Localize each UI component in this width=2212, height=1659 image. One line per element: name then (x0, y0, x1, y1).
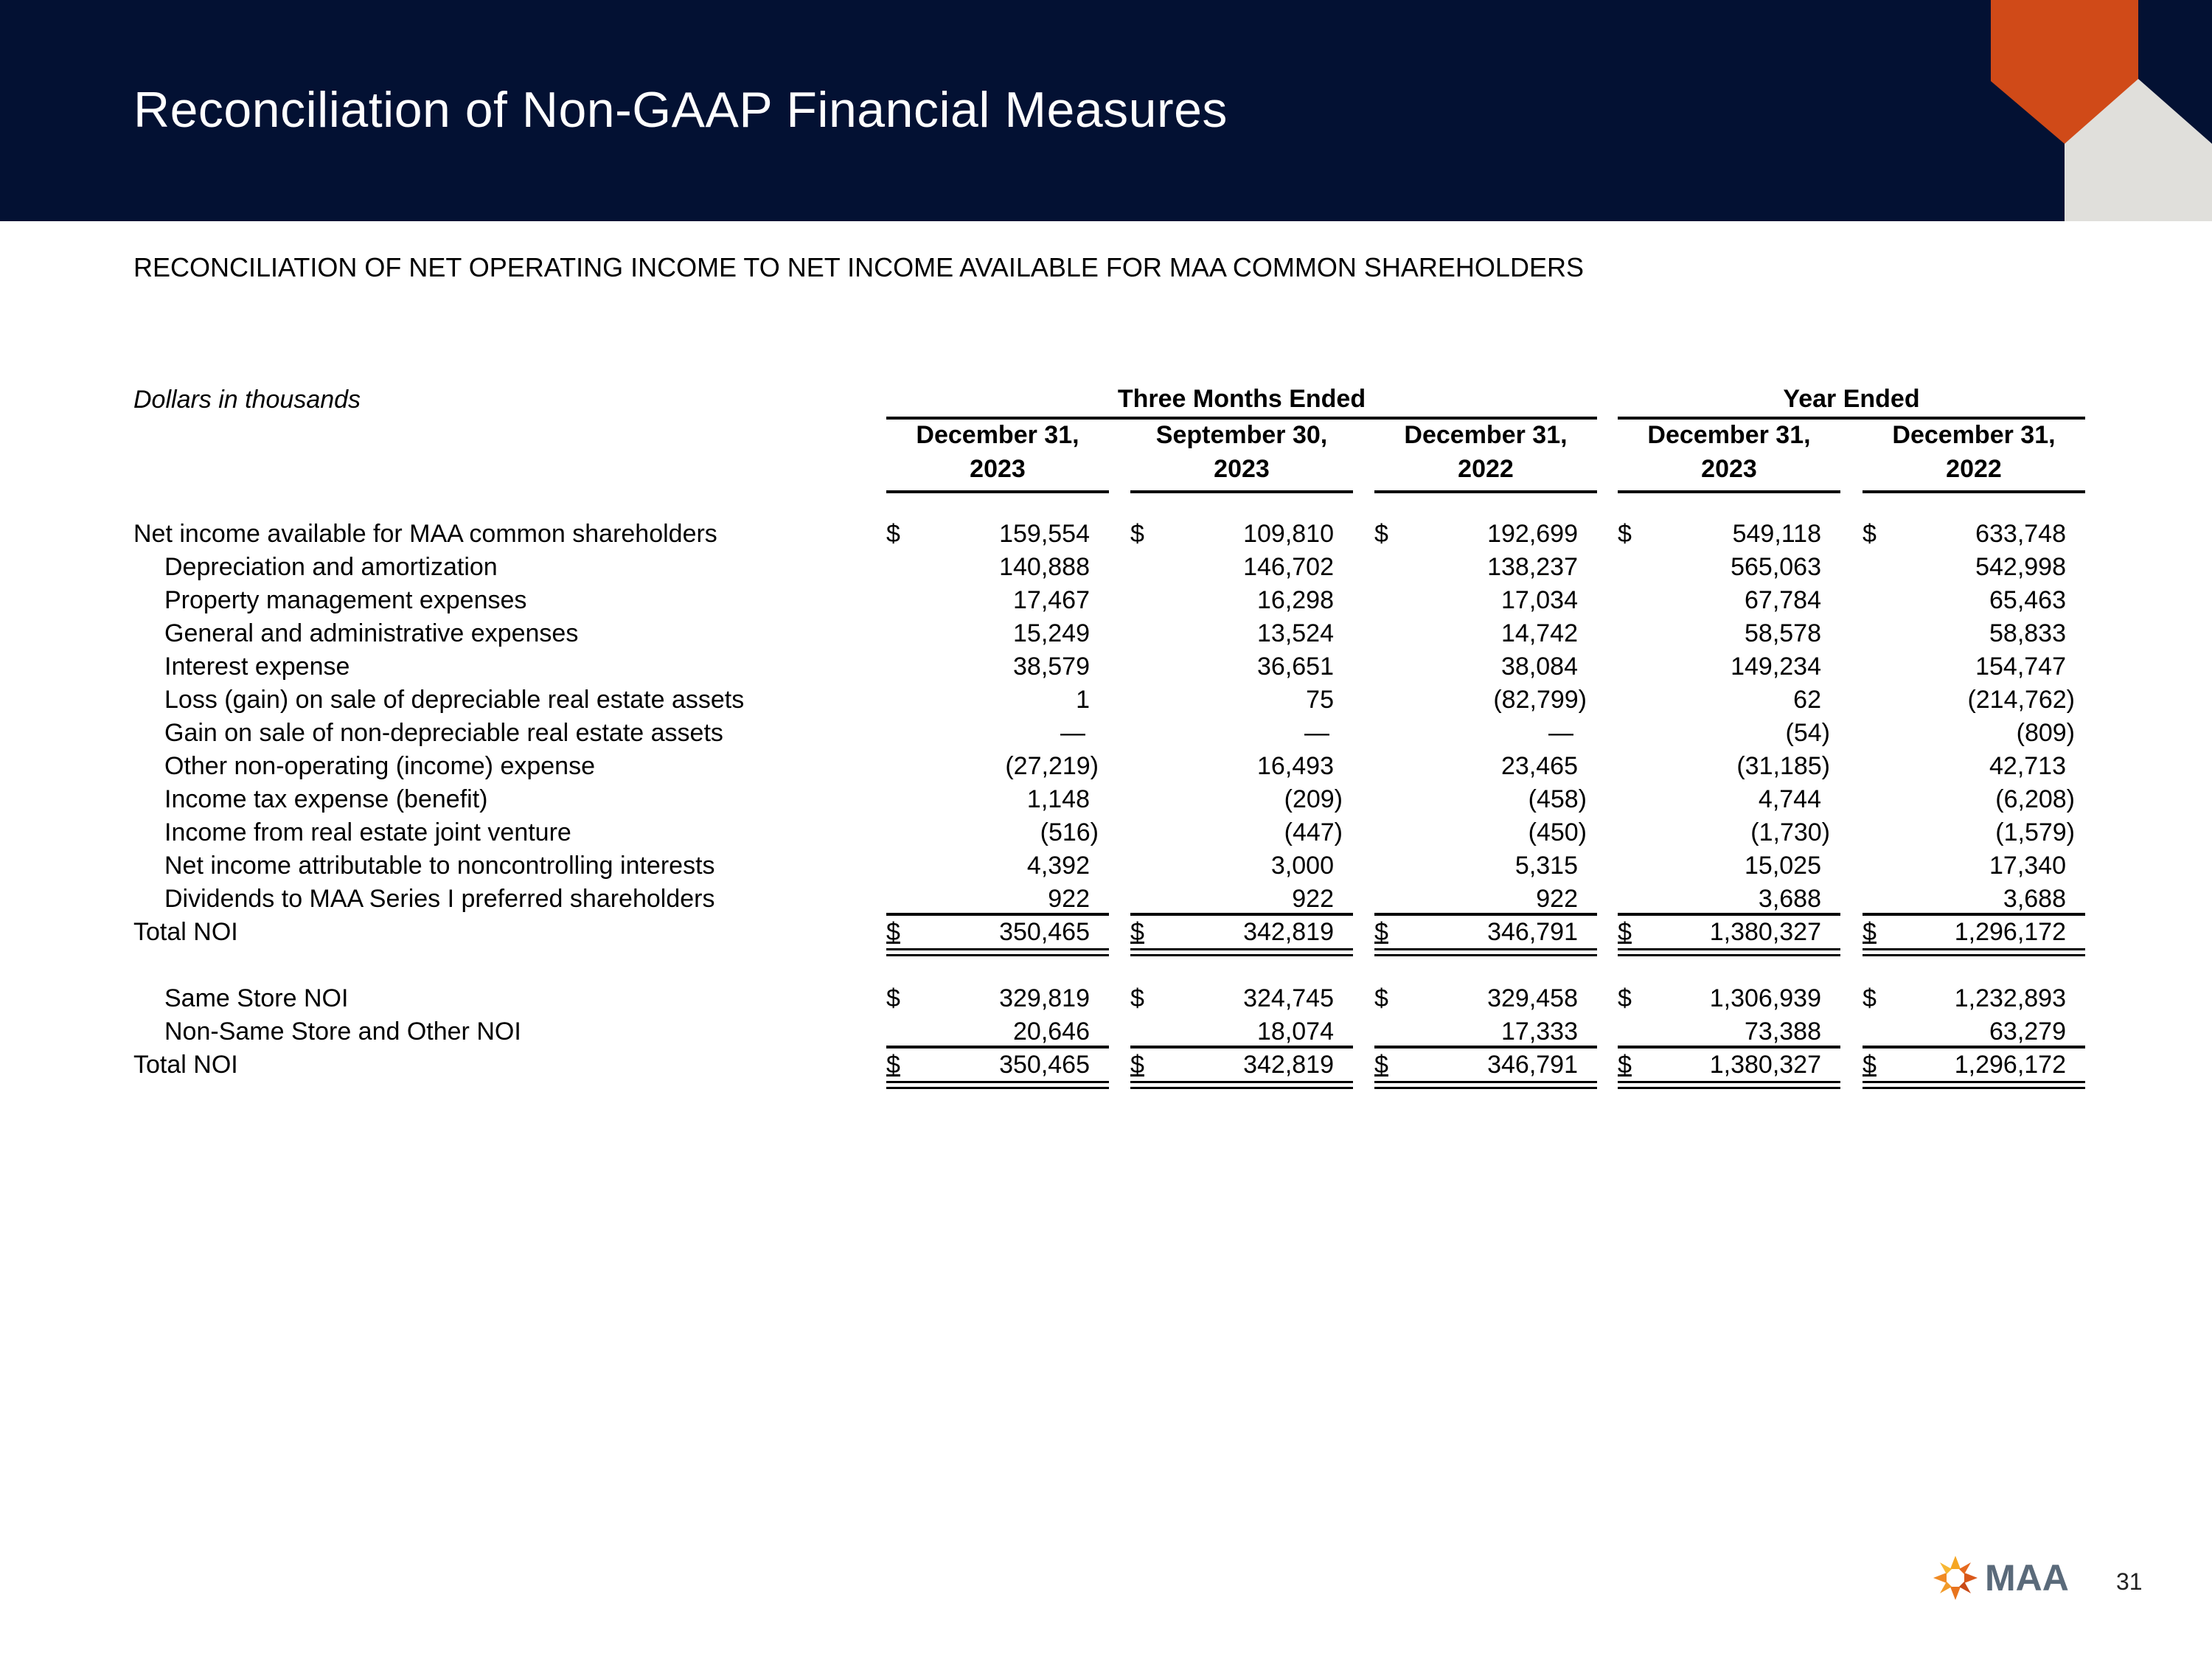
table-row (0, 717, 2212, 750)
table-cell (1863, 883, 2085, 916)
units-note: Dollars in thousands (133, 386, 361, 414)
row-label: Gain on sale of non-depreciable real estate assets (164, 719, 723, 747)
table-cell (886, 982, 1109, 1015)
column-header (886, 418, 1109, 486)
table-cell (1130, 518, 1353, 551)
cell-value: 1,306,939 (1709, 984, 1821, 1012)
table-cell (1374, 684, 1597, 717)
table-row (0, 1015, 2212, 1048)
table-cell (1863, 617, 2085, 650)
cell-value: 109,810 (1243, 520, 1334, 548)
table-cell (1618, 684, 1840, 717)
page-title: Reconciliation of Non-GAAP Financial Measures (133, 82, 1228, 138)
currency-symbol: $ (1863, 918, 1877, 946)
table-cell (1618, 584, 1840, 617)
cell-value: 346,791 (1487, 1051, 1578, 1079)
table-cell (1863, 1015, 2085, 1048)
cell-value: 922 (1292, 885, 1334, 913)
table-cell (1374, 551, 1597, 584)
table-row (0, 750, 2212, 783)
cell-value: 138,237 (1487, 553, 1578, 581)
table-cell (1130, 551, 1353, 584)
table-cell (886, 684, 1109, 717)
total-double-rule (1618, 948, 1840, 956)
total-double-rule (886, 948, 1109, 956)
cell-value: 58,833 (1989, 619, 2066, 647)
table-cell (1130, 849, 1353, 883)
cell-value: (809) (2016, 719, 2075, 747)
cell-value: 14,742 (1501, 619, 1578, 647)
cell-value: 1,232,893 (1954, 984, 2066, 1012)
cell-value: 18,074 (1257, 1018, 1334, 1046)
table-cell (1374, 617, 1597, 650)
cell-value: 350,465 (999, 1051, 1090, 1079)
table-cell (1618, 1048, 1840, 1082)
currency-symbol: $ (886, 984, 900, 1012)
table-cell (1863, 750, 2085, 783)
total-double-rule (1374, 1081, 1597, 1089)
table-cell (1863, 783, 2085, 816)
cell-value: (6,208) (1995, 785, 2075, 813)
cell-value: 3,688 (2003, 885, 2066, 913)
currency-symbol: $ (886, 1051, 900, 1079)
cell-value: 154,747 (1975, 653, 2066, 681)
cell-value: 192,699 (1487, 520, 1578, 548)
cell-value: 17,340 (1989, 852, 2066, 880)
cell-value: 73,388 (1745, 1018, 1821, 1046)
total-double-rule (1863, 948, 2085, 956)
group-header-three-months (886, 385, 1597, 414)
table-cell (1130, 783, 1353, 816)
table-cell (1618, 783, 1840, 816)
currency-symbol: $ (1374, 918, 1388, 946)
cell-value: 13,524 (1257, 619, 1334, 647)
table-row (0, 617, 2212, 650)
currency-symbol: $ (886, 918, 900, 946)
table-cell (886, 750, 1109, 783)
cell-value: — (1304, 719, 1329, 747)
table-cell (1130, 717, 1353, 750)
table-row (0, 916, 2212, 949)
table-cell (886, 849, 1109, 883)
subtotal-rule (1863, 913, 2085, 916)
cell-value: 16,493 (1257, 752, 1334, 780)
cell-value: 16,298 (1257, 586, 1334, 614)
table-row (0, 1048, 2212, 1082)
cell-value: 38,579 (1013, 653, 1090, 681)
table-cell (1863, 982, 2085, 1015)
table-cell (1863, 551, 2085, 584)
cell-value: 329,458 (1487, 984, 1578, 1012)
column-header-line1: September 30, (1155, 421, 1328, 449)
cell-value: 1,380,327 (1709, 1051, 1821, 1079)
table-cell (886, 1015, 1109, 1048)
cell-value: 342,819 (1243, 918, 1334, 946)
section-title: RECONCILIATION OF NET OPERATING INCOME TO NET INCOME AVAILABLE FOR MAA COMMON SHAREHOLDERS (133, 252, 1584, 282)
corner-accent-graphic (1991, 0, 2212, 221)
cell-value: 65,463 (1989, 586, 2066, 614)
cell-value: (31,185) (1736, 752, 1830, 780)
table-cell (1618, 717, 1840, 750)
row-label: Total NOI (133, 1051, 238, 1079)
table-row (0, 883, 2212, 916)
table-cell (1374, 916, 1597, 949)
cell-value: 350,465 (999, 918, 1090, 946)
currency-symbol: $ (1374, 520, 1388, 548)
cell-value: 58,578 (1745, 619, 1821, 647)
cell-value: — (1548, 719, 1573, 747)
row-label: Same Store NOI (164, 984, 349, 1012)
page-number: 31 (2116, 1568, 2143, 1595)
row-label: Loss (gain) on sale of depreciable real estate assets (164, 686, 745, 714)
table-cell (1130, 617, 1353, 650)
cell-value: (516) (1040, 818, 1099, 846)
cell-value: 20,646 (1013, 1018, 1090, 1046)
table-cell (1618, 617, 1840, 650)
cell-value: 1 (1076, 686, 1090, 714)
row-label: Income from real estate joint venture (164, 818, 571, 846)
table-cell (1863, 518, 2085, 551)
logo-wordmark: MAA (1985, 1557, 2069, 1599)
column-header-line1: December 31, (916, 421, 1079, 449)
total-double-rule (1130, 1081, 1353, 1089)
row-label: Other non-operating (income) expense (164, 752, 595, 780)
column-header-line1: December 31, (1647, 421, 1811, 449)
subtotal-rule (1130, 1046, 1353, 1048)
table-cell (1863, 1048, 2085, 1082)
table-cell (1618, 650, 1840, 684)
row-label: Non-Same Store and Other NOI (164, 1018, 521, 1046)
table-cell (886, 783, 1109, 816)
subtotal-rule (886, 1046, 1109, 1048)
table-cell (886, 551, 1109, 584)
currency-symbol: $ (886, 520, 900, 548)
table-row (0, 584, 2212, 617)
table-cell (1374, 1048, 1597, 1082)
table-cell (1618, 816, 1840, 849)
cell-value: 75 (1306, 686, 1334, 714)
table-cell (1374, 982, 1597, 1015)
cell-value: 1,296,172 (1954, 1051, 2066, 1079)
currency-symbol: $ (1130, 984, 1144, 1012)
column-header-line2: 2022 (1458, 455, 1514, 483)
column-header-rule (1374, 490, 1597, 493)
currency-symbol: $ (1618, 984, 1632, 1012)
table-cell (1130, 916, 1353, 949)
total-double-rule (1374, 948, 1597, 956)
table-row (0, 684, 2212, 717)
table-cell (1130, 584, 1353, 617)
subtotal-rule (1618, 913, 1840, 916)
cell-value: 15,025 (1745, 852, 1821, 880)
cell-value: 324,745 (1243, 984, 1334, 1012)
cell-value: 23,465 (1501, 752, 1578, 780)
currency-symbol: $ (1863, 520, 1877, 548)
cell-value: (54) (1785, 719, 1830, 747)
table-row (0, 783, 2212, 816)
cell-value: 146,702 (1243, 553, 1334, 581)
table-cell (1130, 684, 1353, 717)
column-header-line2: 2023 (1214, 455, 1270, 483)
group-header-label: Year Ended (1783, 385, 1920, 413)
cell-value: 3,688 (1758, 885, 1821, 913)
column-header (1863, 418, 2085, 486)
table-cell (1618, 916, 1840, 949)
table-cell (1618, 750, 1840, 783)
table-cell (886, 717, 1109, 750)
cell-value: 342,819 (1243, 1051, 1334, 1079)
currency-symbol: $ (1130, 918, 1144, 946)
table-row (0, 551, 2212, 584)
cell-value: 565,063 (1731, 553, 1821, 581)
table-cell (886, 584, 1109, 617)
cell-value: 4,392 (1026, 852, 1090, 880)
maa-logo (1932, 1552, 2079, 1604)
table-cell (886, 1048, 1109, 1082)
cell-value: 922 (1536, 885, 1578, 913)
column-header-rule (1618, 490, 1840, 493)
cell-value: 36,651 (1257, 653, 1334, 681)
subtotal-rule (1618, 1046, 1840, 1048)
row-label: Total NOI (133, 918, 238, 946)
table-cell (1374, 750, 1597, 783)
table-cell (1374, 783, 1597, 816)
total-double-rule (1130, 948, 1353, 956)
cell-value: 922 (1048, 885, 1090, 913)
table-cell (1618, 518, 1840, 551)
cell-value: 329,819 (999, 984, 1090, 1012)
table-cell (1374, 717, 1597, 750)
table-cell (1863, 684, 2085, 717)
table-cell (1618, 1015, 1840, 1048)
table-cell (1374, 518, 1597, 551)
table-row (0, 982, 2212, 1015)
cell-value: (1,730) (1750, 818, 1830, 846)
cell-value: 633,748 (1975, 520, 2066, 548)
currency-symbol: $ (1863, 1051, 1877, 1079)
cell-value: 62 (1793, 686, 1821, 714)
row-label: Net income attributable to noncontrolling interests (164, 852, 715, 880)
table-cell (886, 617, 1109, 650)
currency-symbol: $ (1130, 1051, 1144, 1079)
cell-value: 4,744 (1758, 785, 1821, 813)
cell-value: — (1060, 719, 1085, 747)
cell-value: (214,762) (1967, 686, 2075, 714)
subtotal-rule (1374, 913, 1597, 916)
subtotal-rule (1863, 1046, 2085, 1048)
cell-value: (82,799) (1493, 686, 1587, 714)
cell-value: 17,467 (1013, 586, 1090, 614)
cell-value: 17,333 (1501, 1018, 1578, 1046)
column-header-rule (886, 490, 1109, 493)
cell-value: (1,579) (1995, 818, 2075, 846)
cell-value: (447) (1284, 818, 1343, 846)
cell-value: 17,034 (1501, 586, 1578, 614)
cell-value: 1,296,172 (1954, 918, 2066, 946)
table-cell (886, 518, 1109, 551)
table-cell (1863, 849, 2085, 883)
currency-symbol: $ (1130, 520, 1144, 548)
group-header-label: Three Months Ended (1117, 385, 1366, 413)
table-cell (886, 650, 1109, 684)
column-header-line2: 2023 (970, 455, 1026, 483)
cell-value: 5,315 (1514, 852, 1578, 880)
table-cell (1863, 584, 2085, 617)
cell-value: 15,249 (1013, 619, 1090, 647)
cell-value: 42,713 (1989, 752, 2066, 780)
table-row (0, 816, 2212, 849)
cell-value: (450) (1528, 818, 1587, 846)
column-header-rule (1863, 490, 2085, 493)
table-cell (1130, 750, 1353, 783)
table-cell (1374, 650, 1597, 684)
row-label: Net income available for MAA common shareholders (133, 520, 717, 548)
currency-symbol: $ (1618, 520, 1632, 548)
cell-value: (209) (1284, 785, 1343, 813)
cell-value: 63,279 (1989, 1018, 2066, 1046)
column-header-rule (1130, 490, 1353, 493)
column-header-line2: 2023 (1701, 455, 1757, 483)
table-row (0, 849, 2212, 883)
cell-value: 38,084 (1501, 653, 1578, 681)
group-header-year (1618, 385, 2085, 414)
subtotal-rule (1130, 913, 1353, 916)
row-label: Dividends to MAA Series I preferred shareholders (164, 885, 715, 913)
table-cell (1863, 916, 2085, 949)
header-band (0, 0, 2212, 221)
column-header (1618, 418, 1840, 486)
table-row (0, 518, 2212, 551)
cell-value: 140,888 (999, 553, 1090, 581)
table-cell (1863, 816, 2085, 849)
cell-value: 149,234 (1731, 653, 1821, 681)
currency-symbol: $ (1863, 984, 1877, 1012)
row-label: Property management expenses (164, 586, 527, 614)
subtotal-rule (886, 913, 1109, 916)
table-cell (886, 883, 1109, 916)
row-label: Interest expense (164, 653, 350, 681)
cell-value: (458) (1528, 785, 1587, 813)
currency-symbol: $ (1618, 918, 1632, 946)
table-cell (1130, 650, 1353, 684)
table-cell (1130, 982, 1353, 1015)
table-cell (1374, 816, 1597, 849)
table-cell (1618, 551, 1840, 584)
row-label: General and administrative expenses (164, 619, 579, 647)
cell-value: 542,998 (1975, 553, 2066, 581)
column-header-line2: 2022 (1946, 455, 2002, 483)
table-cell (1130, 883, 1353, 916)
table-cell (1130, 1015, 1353, 1048)
currency-symbol: $ (1374, 1051, 1388, 1079)
total-double-rule (1863, 1081, 2085, 1089)
cell-value: 67,784 (1745, 586, 1821, 614)
column-header (1130, 418, 1353, 486)
row-label: Depreciation and amortization (164, 553, 498, 581)
total-double-rule (1618, 1081, 1840, 1089)
table-cell (1374, 584, 1597, 617)
table-cell (1130, 1048, 1353, 1082)
table-cell (1863, 717, 2085, 750)
table-cell (886, 916, 1109, 949)
cell-value: 3,000 (1270, 852, 1334, 880)
column-header-line1: December 31, (1892, 421, 2056, 449)
row-label: Income tax expense (benefit) (164, 785, 488, 813)
table-cell (1863, 650, 2085, 684)
table-cell (1618, 849, 1840, 883)
table-cell (1374, 1015, 1597, 1048)
cell-value: 1,380,327 (1709, 918, 1821, 946)
cell-value: 346,791 (1487, 918, 1578, 946)
table-cell (886, 816, 1109, 849)
currency-symbol: $ (1374, 984, 1388, 1012)
cell-value: 549,118 (1732, 520, 1821, 548)
table-cell (1618, 883, 1840, 916)
column-header-line1: December 31, (1404, 421, 1568, 449)
table-cell (1618, 982, 1840, 1015)
currency-symbol: $ (1618, 1051, 1632, 1079)
column-header (1374, 418, 1597, 486)
table-cell (1130, 816, 1353, 849)
cell-value: 159,554 (999, 520, 1090, 548)
table-cell (1374, 883, 1597, 916)
subtotal-rule (1374, 1046, 1597, 1048)
cell-value: 1,148 (1026, 785, 1090, 813)
table-cell (1374, 849, 1597, 883)
total-double-rule (886, 1081, 1109, 1089)
cell-value: (27,219) (1005, 752, 1099, 780)
table-row (0, 650, 2212, 684)
